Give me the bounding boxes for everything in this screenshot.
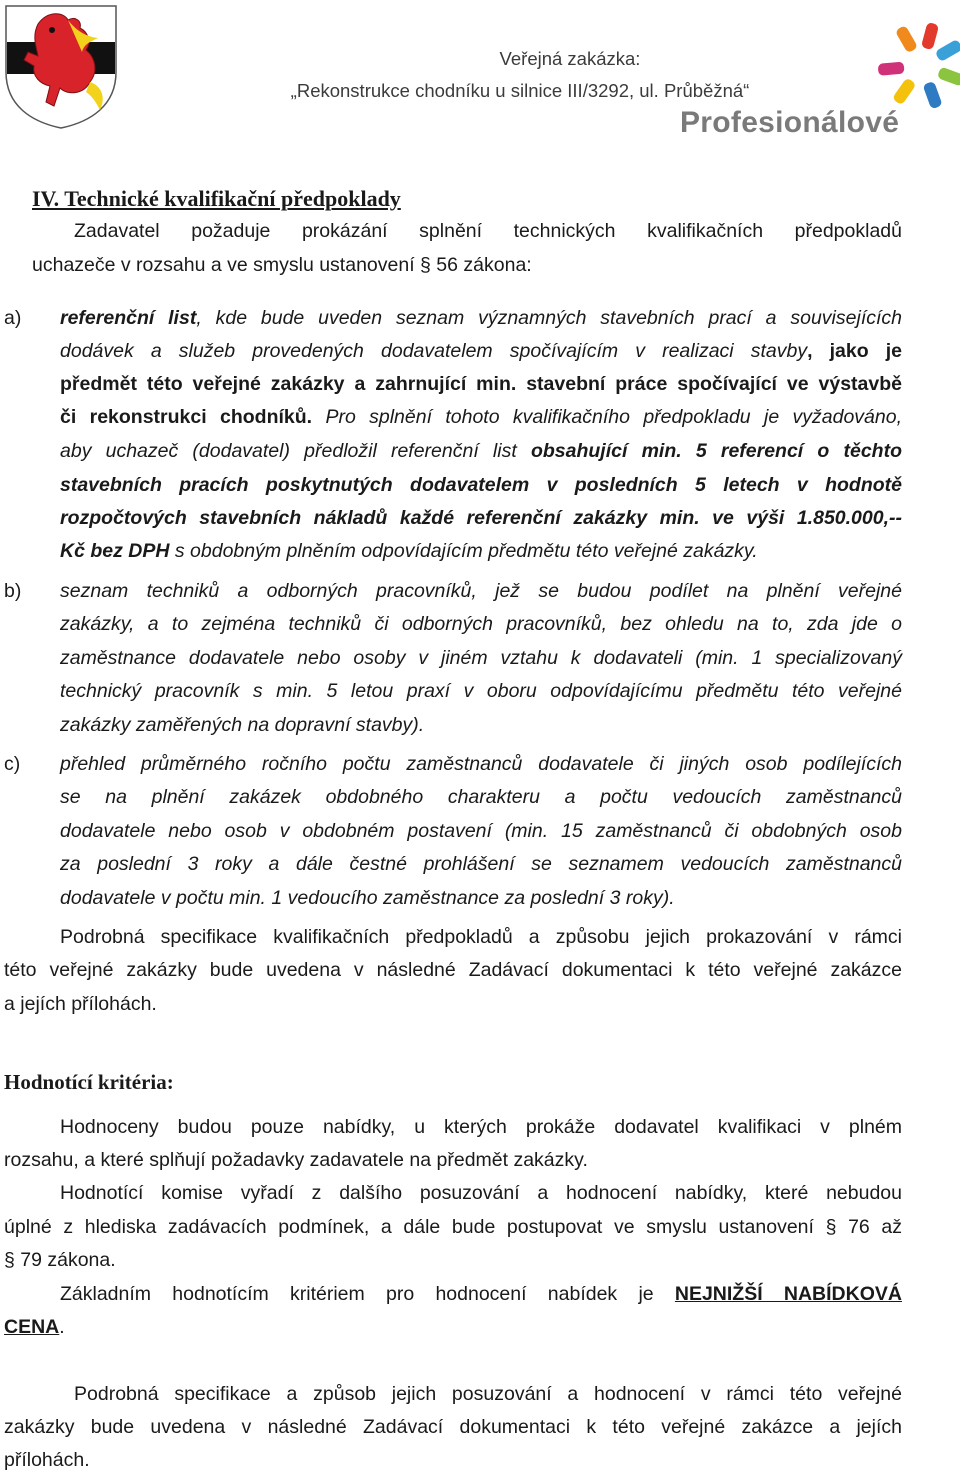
coat-of-arms-logo [2, 2, 120, 130]
section-title: IV. Technické kvalifikační předpoklady [32, 186, 401, 211]
item-c-line-3: dodavatele nebo osob v obdobném postavení (min. 15 zaměstnanců či obdobných osob [60, 820, 902, 842]
criteria-p4-line-1: Podrobná specifikace a způsob jejich posuzování a hodnocení v rámci této veřejné [74, 1383, 902, 1405]
spec-line-2: této veřejné zakázky bude uvedena v následné Zadávací dokumentaci k této veřejné zakázce [4, 959, 902, 981]
criteria-title: Hodnotící kritéria: [4, 1070, 174, 1094]
item-c-line-2: se na plnění zakázek obdobného charakteru a počtu vedoucích zaměstnanců [60, 786, 902, 808]
criteria-p1-line-1: Hodnoceny budou pouze nabídky, u kterých prokáže dodavatel kvalifikaci v plném [60, 1116, 902, 1138]
item-a-line-5: aby uchazeč (dodavatel) předložil referenční list obsahující min. 5 referencí o těchto [60, 440, 902, 462]
intro-line-2: uchazeče v rozsahu a ve smyslu ustanovení § 56 zákona: [32, 254, 532, 276]
item-a-line-7: rozpočtových stavebních nákladů každé referenční zakázky min. ve výši 1.850.000,-- [60, 507, 902, 529]
logo-wordmark: Profesionálové [680, 106, 900, 139]
item-c-line-4: za poslední 3 roky a dále čestné prohlášení se seznamem vedoucích zaměstnanců [60, 853, 902, 875]
item-a-line-4: či rekonstrukci chodníků. Pro splnění tohoto kvalifikačního předpokladu je vyžadováno, [60, 406, 903, 428]
spec-line-1: Podrobná specifikace kvalifikačních předpokladů a způsobu jejich prokazování v rámci [60, 926, 902, 948]
item-a-line-1-rest: , kde bude uveden seznam významných stavebních prací a souvisejících [196, 307, 902, 329]
item-a-line-8: Kč bez DPH s obdobným plněním odpovídajícím předmětu této veřejné zakázky. [60, 540, 758, 562]
header-title: Veřejná zakázka: [499, 48, 641, 69]
criteria-p2-line-1: Hodnotící komise vyřadí z dalšího posuzování a hodnocení nabídky, které nebudou [60, 1182, 902, 1204]
star-burst-icon [676, 18, 960, 108]
criteria-p4-line-2: zakázky bude uvedena v následné Zadávací dokumentaci k této veřejné zakázce a jejích [4, 1416, 902, 1438]
criteria-p2-line-3: § 79 zákona. [4, 1249, 116, 1271]
spec-line-3: a jejích přílohách. [4, 993, 157, 1015]
item-b-line-3: zaměstnance dodavatele nebo osoby v jiném vztahu k dodavateli (min. 1 specializovaný [60, 647, 902, 669]
item-b-line-5: zakázky zaměřených na dopravní stavby). [60, 714, 425, 736]
criteria-p3-line-2: CENA. [4, 1316, 65, 1338]
header-project-name: „Rekonstrukce chodníku u silnice III/3292, ul. Průběžná“ [290, 80, 750, 101]
item-c-line-5: dodavatele v počtu min. 1 vedoucího zaměstnance za poslední 3 roky). [60, 887, 675, 909]
item-b-line-1: seznam techniků a odborných pracovníků, jež se budou podílet na plnění veřejné [60, 580, 902, 602]
item-b-line-4: technický pracovník s min. 5 letou praxí v oboru odpovídajícímu předmětu této veřejné [60, 680, 902, 702]
item-a-marker: a) [4, 307, 22, 329]
lowest-price-emphasis: NEJNIŽŠÍ NABÍDKOVÁ [674, 1283, 902, 1305]
item-b-marker: b) [4, 580, 22, 602]
item-c-marker: c) [4, 753, 21, 775]
item-b-line-2: zakázky, a to zejména techniků či odborných pracovníků, bez ohledu na to, zda jde o [60, 613, 902, 635]
item-a-line-1 [60, 309, 902, 329]
criteria-p4-line-3: přílohách. [4, 1449, 90, 1471]
intro-line-1: Zadavatel požaduje prokázání splnění technických kvalifikačních předpokladů [74, 220, 902, 242]
item-a-lead: referenční list [60, 307, 197, 329]
item-a-line-6: stavebních pracích poskytnutých dodavatelem v posledních 5 letech v hodnotě [60, 474, 902, 496]
item-c-line-1: přehled průměrného ročního počtu zaměstnanců dodavatele či jiných osob podílejících [60, 753, 902, 775]
profesionalove-logo [676, 18, 960, 142]
item-a-line-3: předmět této veřejné zakázky a zahrnující min. stavební práce spočívající ve výstavbě [60, 373, 902, 395]
criteria-p3-line-1: Základním hodnotícím kritériem pro hodnocení nabídek je NEJNIŽŠÍ NABÍDKOVÁ [60, 1283, 902, 1305]
criteria-p1-line-2: rozsahu, a které splňují požadavky zadavatele na předmět zakázky. [4, 1149, 588, 1171]
item-a-line-2: dodávek a služeb provedených dodavatelem spočívajícím v realizaci stavby, jako je [60, 340, 903, 362]
criteria-p2-line-2: úplné z hlediska zadávacích podmínek, a dále bude postupovat ve smyslu ustanovení § 76 až [4, 1216, 902, 1238]
